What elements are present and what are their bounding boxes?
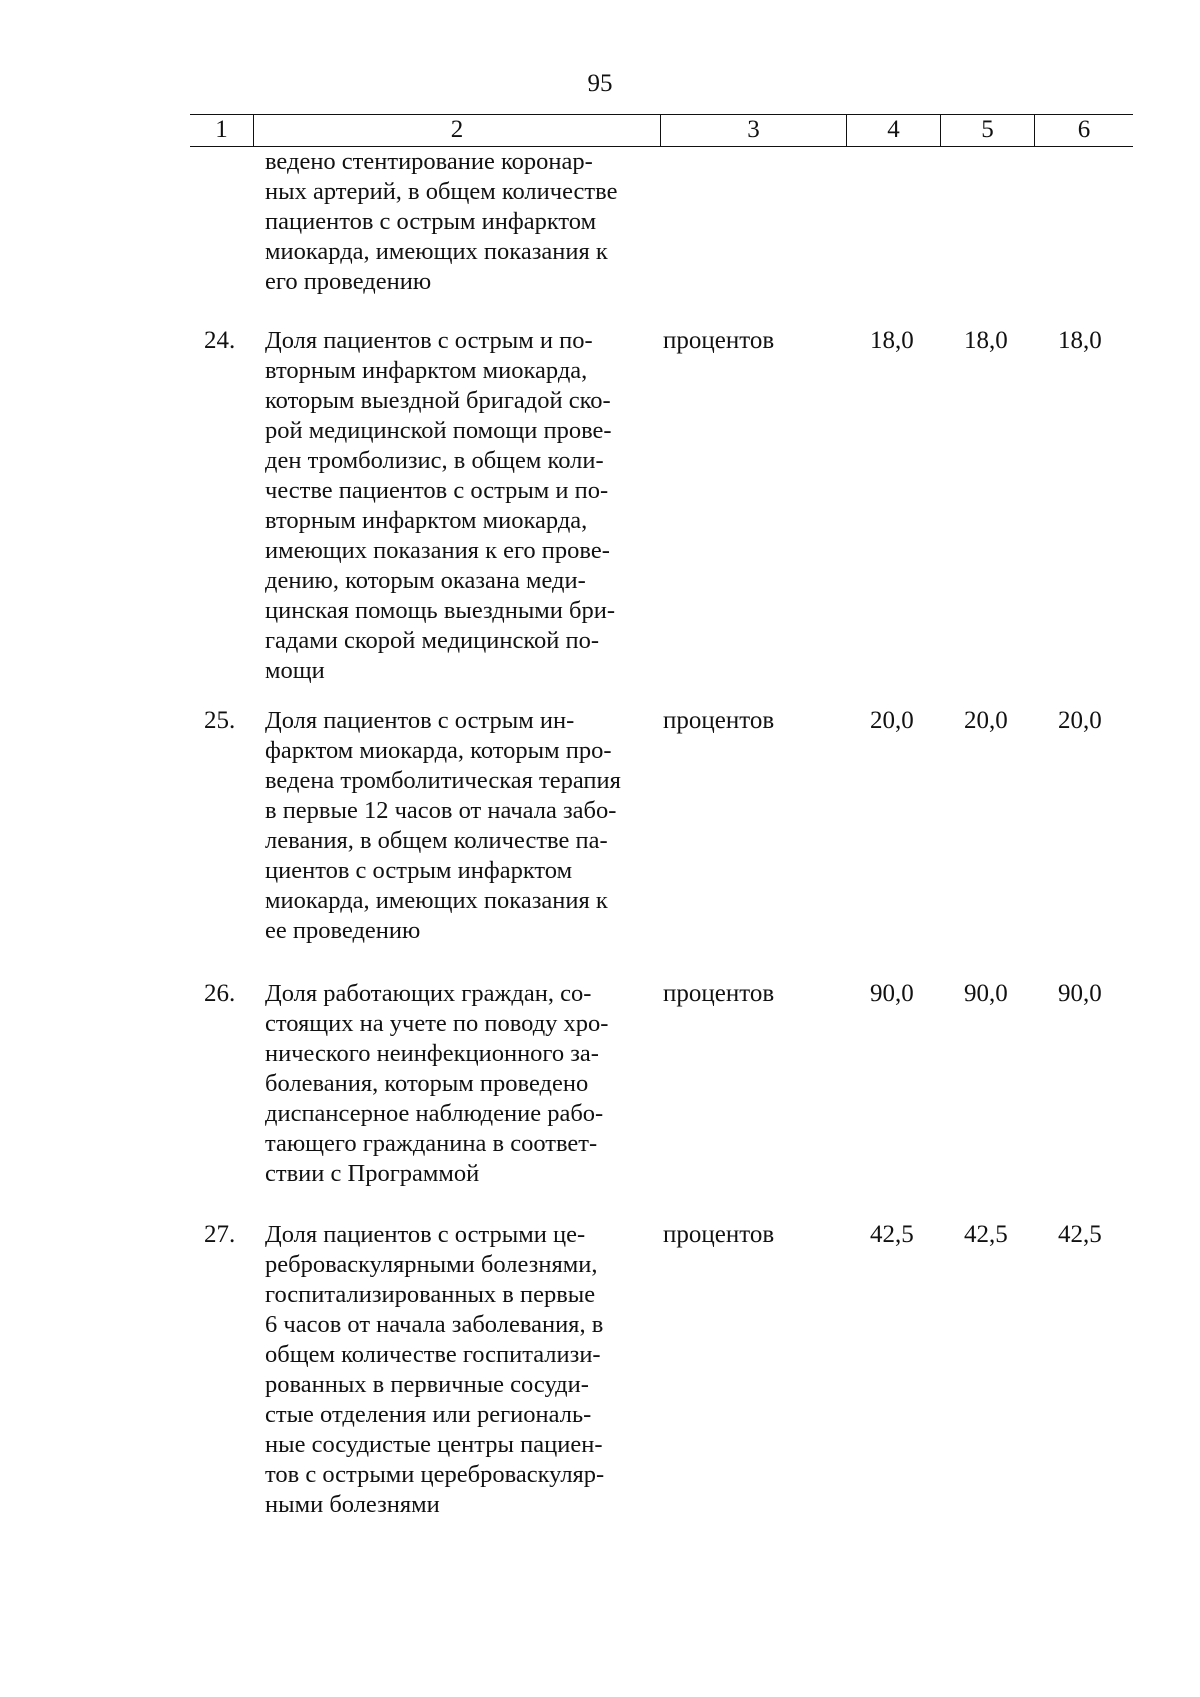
row-value-col5: 90,0 xyxy=(964,980,1008,1007)
row-number: 26. xyxy=(204,980,236,1007)
row-value-col4: 18,0 xyxy=(870,327,914,354)
row-value-col6: 42,5 xyxy=(1058,1221,1102,1248)
row-value-col6: 20,0 xyxy=(1058,707,1102,734)
row-description: Доля пациентов с острым ин- фарктом миокарда, которым про- ведена тромболитическая терапия в первые 12 часов от начала забо- левания, в общем количестве па- циентов с острым инфарктом миокарда, имеющих показания к ее проведению xyxy=(265,707,621,944)
column-header-5: 5 xyxy=(940,115,1034,146)
row-description: Доля пациентов с острым и по- вторным инфарктом миокарда, которым выездной бригадой ско- рой медицинской помощи прове- ден тромболизис, в общем коли- честве пациентов с острым и по- вторным инфарктом миокарда, имеющих показания к его прове- дению, которым оказана меди- цинская помощь выездными бри- гадами скорой медицинской по- мощи xyxy=(265,327,616,684)
row-unit: процентов xyxy=(663,707,775,734)
continued-description: ведено стентирование коронар- ных артерий, в общем количестве пациентов с острым инфарктом миокарда, имеющих показания к его проведению xyxy=(265,148,618,295)
row-unit: процентов xyxy=(663,1221,775,1248)
row-value-col5: 42,5 xyxy=(964,1221,1008,1248)
row-description: Доля работающих граждан, со- стоящих на учете по поводу хро- нического неинфекционного за- болевания, которым проведено диспансерное наблюдение рабо- тающего гражданина в соответ- ствии с Программой xyxy=(265,980,609,1187)
row-unit: процентов xyxy=(663,980,775,1007)
row-value-col6: 90,0 xyxy=(1058,980,1102,1007)
column-header-2: 2 xyxy=(253,115,660,146)
row-unit: процентов xyxy=(663,327,775,354)
column-header-1: 1 xyxy=(215,116,228,143)
row-value-col5: 18,0 xyxy=(964,327,1008,354)
row-value-col5: 20,0 xyxy=(964,707,1008,734)
column-header-4: 4 xyxy=(846,115,940,146)
row-value-col4: 20,0 xyxy=(870,707,914,734)
table-header-row xyxy=(190,114,1133,147)
row-value-col4: 90,0 xyxy=(870,980,914,1007)
column-header-6: 6 xyxy=(1034,115,1133,146)
page-number: 95 xyxy=(587,70,613,97)
row-number: 25. xyxy=(204,707,236,734)
row-number: 24. xyxy=(204,327,236,354)
row-number: 27. xyxy=(204,1221,236,1248)
row-value-col6: 18,0 xyxy=(1058,327,1102,354)
row-description: Доля пациентов с острыми це- реброваскулярными болезнями, госпитализированных в первые 6 часов от начала заболевания, в общем количестве госпитализи- рованных в первичные сосуди- стые отделения или региональ- ные сосудистые центры пациен- тов с острыми цереброваскуляр- ными болезнями xyxy=(265,1221,605,1518)
row-value-col4: 42,5 xyxy=(870,1221,914,1248)
column-header-3: 3 xyxy=(660,115,846,146)
